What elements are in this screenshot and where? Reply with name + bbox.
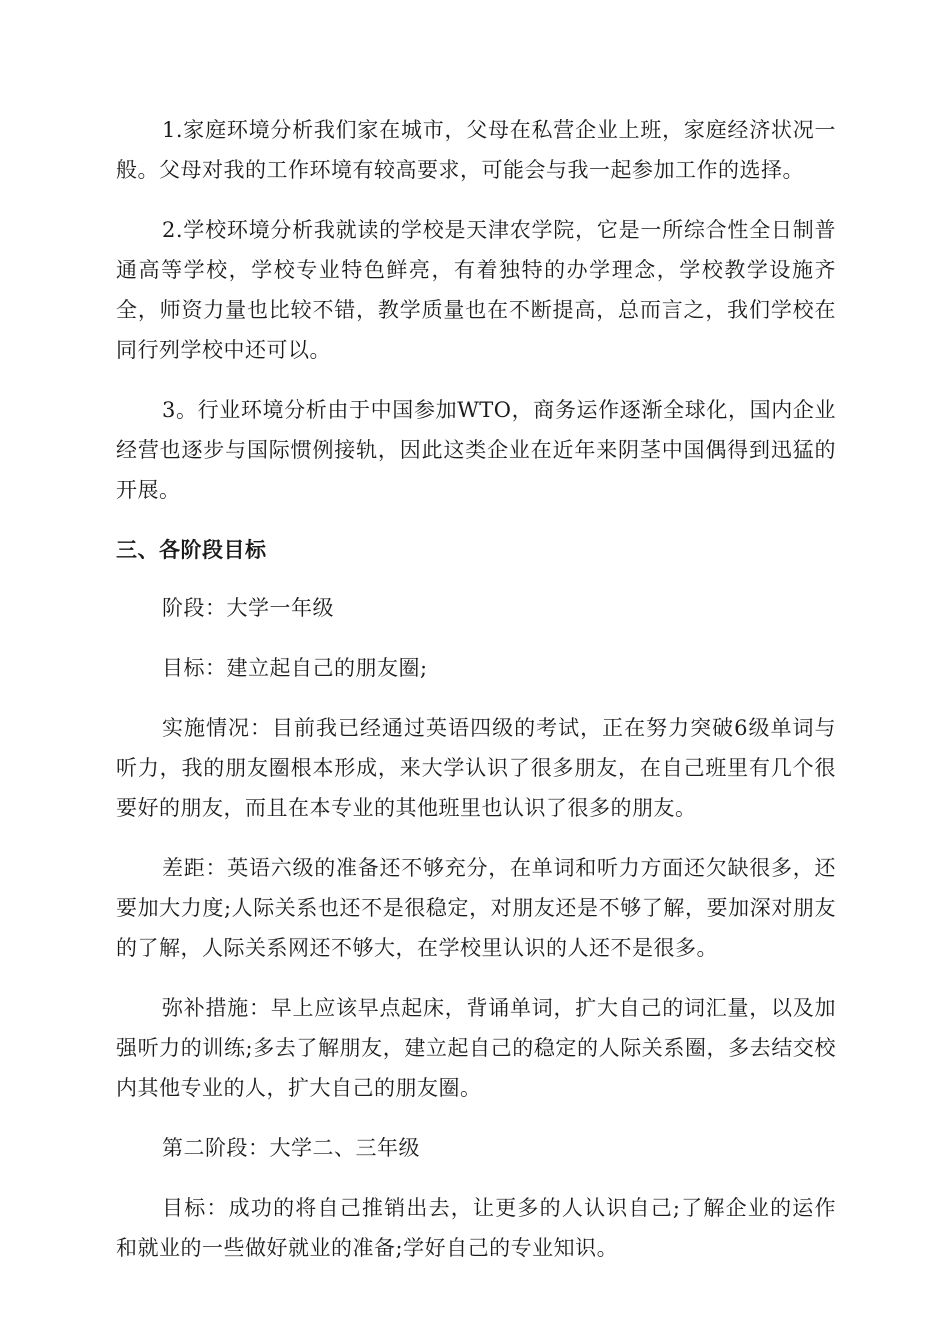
stage1-goal: 目标：建立起自己的朋友圈;: [162, 656, 428, 680]
stage1-gap: 差距：英语六级的准备还不够充分，在单词和听力方面还欠缺很多，还要加大力度;人际关系也还不是很稳定，对朋友还是不够了解，要加深对朋友的了解，人际关系网还不够大，在学校里认识的人还不是很多。: [116, 856, 836, 960]
document-page: [116, 110, 836, 1288]
paragraph-family-environment: 1.家庭环境分析我们家在城市，父母在私营企业上班，家庭经济状况一般。父母对我的工作环境有较高要求，可能会与我一起参加工作的选择。: [116, 118, 836, 182]
paragraph-school-environment: 2.学校环境分析我就读的学校是天津农学院，它是一所综合性全日制普通高等学校，学校专业特色鲜亮，有着独特的办学理念，学校教学设施齐全，师资力量也比较不错，教学质量也在不断提高，总而言之，我们学校在同行列学校中还可以。: [116, 218, 836, 362]
stage2-label: 第二阶段：大学二、三年级: [162, 1136, 420, 1160]
stage1-implementation: 实施情况：目前我已经通过英语四级的考试，正在努力突破6级单词与听力，我的朋友圈根本形成，来大学认识了很多朋友，在自己班里有几个很要好的朋友，而且在本专业的其他班里也认识了很多的朋友。: [116, 716, 836, 820]
stage1-label: 阶段：大学一年级: [162, 596, 334, 620]
stage2-goal: 目标：成功的将自己推销出去，让更多的人认识自己;了解企业的运作和就业的一些做好就业的准备;学好自己的专业知识。: [116, 1196, 836, 1260]
section-heading: 三、各阶段目标: [116, 538, 267, 562]
stage1-remedy: 弥补措施：早上应该早点起床，背诵单词，扩大自己的词汇量，以及加强听力的训练;多去了解朋友，建立起自己的稳定的人际关系圈，多去结交校内其他专业的人，扩大自己的朋友圈。: [116, 996, 836, 1100]
paragraph-industry-environment: 3。行业环境分析由于中国参加WTO，商务运作逐渐全球化，国内企业经营也逐步与国际惯例接轨，因此这类企业在近年来阴茎中国偶得到迅猛的开展。: [116, 398, 836, 502]
